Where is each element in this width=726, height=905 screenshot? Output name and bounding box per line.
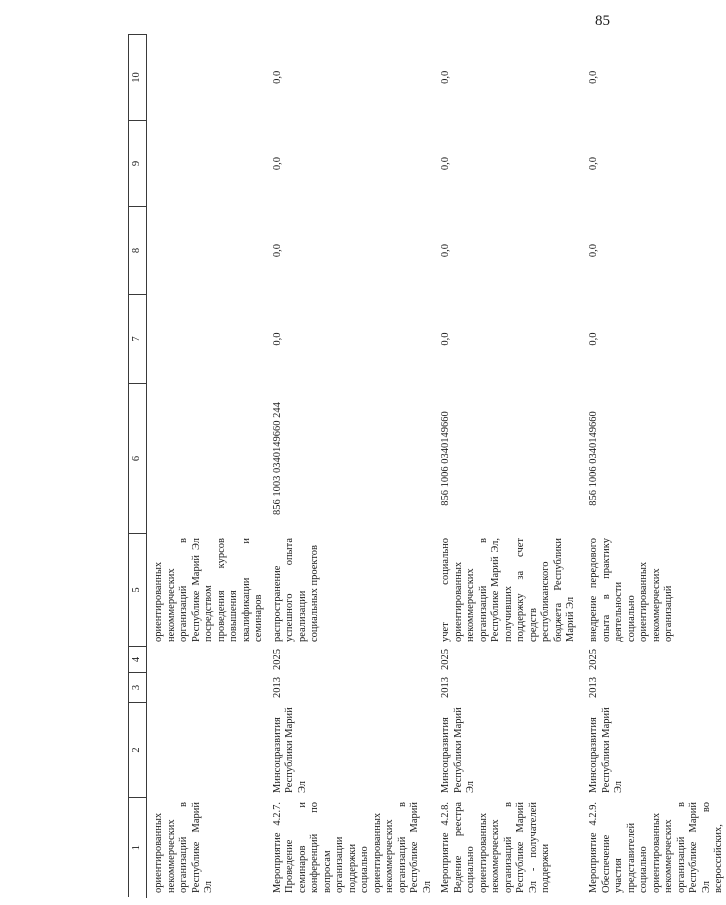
amount-cell: 0,0 (588, 243, 599, 258)
amount-cell: 0,0 (588, 332, 599, 346)
activity-name-cell: Мероприятие 4.2.9. Обеспечение участия представителей социально ориентированных некоммерческих организаций в Республике Марий Эл во всероссийских, (588, 802, 724, 893)
column-number-1: 1 (129, 798, 147, 898)
table-row (582, 35, 726, 898)
amount-cell: 0,0 (440, 156, 451, 171)
expected-result-cell: учет социально ориентированных некоммерческих организаций в Республике Марий Эл, получивших поддержку за счет средств республиканского бюджета Республики Марий Эл (440, 538, 576, 642)
executor-cell (147, 703, 266, 798)
start-year-cell: 2013 (271, 677, 283, 698)
program-activities-table (128, 34, 726, 898)
table-row (147, 35, 266, 898)
amount-cell (147, 35, 266, 121)
activity-name-cell: Мероприятие 4.2.8. Ведение реестра социально ориентированных некоммерческих организаций в Республике Марий Эл - получателей поддержки (440, 802, 551, 893)
rotated-table-page (128, 35, 724, 898)
amount-cell: 0,0 (440, 70, 451, 84)
end-year-cell: 2025 (440, 649, 451, 670)
end-year-cell: 2025 (271, 649, 283, 670)
start-year-cell: 2013 (440, 677, 451, 698)
column-number-5: 5 (129, 534, 147, 647)
amount-cell: 0,0 (588, 156, 599, 171)
executor-cell: Минсоцразвития Республики Марий Эл (588, 707, 624, 793)
amount-cell: 0,0 (271, 156, 283, 171)
column-number-3: 3 (129, 673, 147, 703)
executor-cell: Минсоцразвития Республики Марий Эл (440, 707, 476, 793)
start-year-cell (147, 673, 266, 703)
amount-cell (147, 207, 266, 295)
amount-cell: 0,0 (271, 243, 283, 258)
column-number-2: 2 (129, 703, 147, 798)
end-year-cell (147, 647, 266, 673)
column-number-8: 8 (129, 207, 147, 295)
budget-code-cell: 856 1003 0340149660 244 (271, 402, 283, 515)
expected-result-cell: распространение успешного опыта реализации социальных проектов (271, 538, 320, 642)
amount-cell: 0,0 (440, 243, 451, 258)
executor-cell: Минсоцразвития Республики Марий Эл (271, 707, 308, 793)
expected-result-cell: ориентированных некоммерческих организаций в Республике Марий Эл посредством проведения курсов повышения квалификации и семинаров (153, 538, 264, 642)
column-number-7: 7 (129, 295, 147, 384)
column-number-10: 10 (129, 35, 147, 121)
amount-cell: 0,0 (271, 332, 283, 346)
column-number-row (129, 35, 147, 898)
budget-code-cell: 856 1006 0340149660 (588, 411, 599, 506)
column-number-9: 9 (129, 121, 147, 207)
amount-cell (147, 295, 266, 384)
end-year-cell: 2025 (588, 649, 599, 670)
table-row (266, 35, 435, 898)
start-year-cell: 2013 (588, 677, 599, 698)
table-row (434, 35, 582, 898)
column-number-6: 6 (129, 384, 147, 534)
column-number-4: 4 (129, 647, 147, 673)
activity-name-cell: ориентированных некоммерческих организаций в Республике Марий Эл (153, 802, 214, 893)
activity-name-cell: Мероприятие 4.2.7. Проведение семинаров и конференций по вопросам организации поддержки социально ориентированных некоммерческих организаций в Республике Марий Эл (271, 802, 433, 893)
budget-code-cell: 856 1006 0340149660 (440, 411, 451, 506)
amount-cell: 0,0 (271, 70, 283, 84)
amount-cell: 0,0 (588, 70, 599, 84)
page-number: 85 (595, 13, 610, 29)
amount-cell (147, 121, 266, 207)
expected-result-cell: внедрение передового опыта в практику деятельности социально ориентированных некоммерческих организаций (588, 538, 674, 642)
amount-cell: 0,0 (440, 332, 451, 346)
budget-code-cell (147, 384, 266, 534)
